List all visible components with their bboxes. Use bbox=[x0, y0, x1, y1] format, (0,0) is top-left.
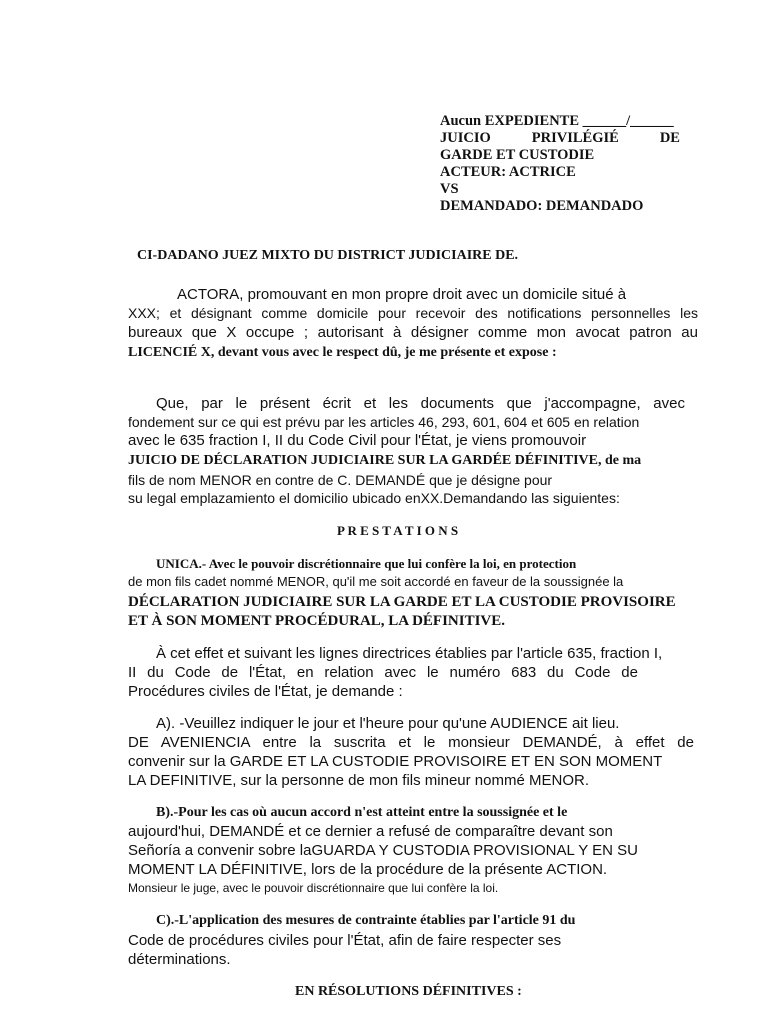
unica-line-4: ET À SON MOMENT PROCÉDURAL, LA DÉFINITIVE. bbox=[128, 613, 505, 629]
body-line-2: fondement sur ce qui est prévu par les articles 46, 293, 601, 604 et 605 en relation bbox=[128, 414, 640, 430]
header-line-5: VS bbox=[440, 181, 459, 197]
point-a-line-2: DE AVENIENCIA entre la suscrita et le monsieur DEMANDÉ, à effet de bbox=[128, 734, 694, 751]
expediente-label: EXPEDIENTE ______/______ bbox=[484, 113, 674, 129]
body-line-3: avec le 635 fraction I, II du Code Civil pour l'État, je viens promouvoir bbox=[128, 432, 587, 449]
juicio-word-3: DE bbox=[659, 130, 680, 146]
addressee: CI-DADANO JUEZ MIXTO DU DISTRICT JUDICIAIRE DE. bbox=[137, 248, 519, 263]
point-b-line-4: MOMENT LA DÉFINITIVE, lors de la procédure de la présente ACTION. bbox=[128, 861, 608, 878]
point-c-line-2: Code de procédures civiles pour l'État, afin de faire respecter ses bbox=[128, 932, 562, 949]
unica-line-3: DÉCLARATION JUDICIAIRE SUR LA GARDE ET LA CUSTODIE PROVISOIRE bbox=[128, 594, 676, 610]
point-c-line-3: déterminations. bbox=[128, 951, 231, 968]
body-line-5: fils de nom MENOR en contre de C. DEMANDÉ que je désigne pour bbox=[128, 472, 553, 488]
header-line-3: GARDE ET CUSTODIE bbox=[440, 147, 595, 163]
point-a-line-3: convenir sur la GARDE ET LA CUSTODIE PROVISOIRE ET EN SON MOMENT bbox=[128, 753, 663, 770]
intro-line-3: bureaux que X occupe ; autorisant à désigner comme mon avocat patron au bbox=[128, 324, 698, 341]
header-line-4: ACTEUR: ACTRICE bbox=[440, 164, 576, 180]
point-b-line-1: B).-Pour les cas où aucun accord n'est atteint entre la soussignée et le bbox=[156, 805, 568, 820]
case-header bbox=[440, 113, 680, 215]
expediente-prefix: Aucun bbox=[440, 113, 482, 129]
point-a-line-4: LA DEFINITIVE, sur la personne de mon fils mineur nommé MENOR. bbox=[128, 772, 589, 789]
point-a-line-1: A). -Veuillez indiquer le jour et l'heure pour qu'une AUDIENCE ait lieu. bbox=[156, 715, 620, 732]
prestations-title: P R E S T A T I O N S bbox=[337, 523, 459, 538]
unica-line-1: UNICA.- Avec le pouvoir discrétionnaire que lui confère la loi, en protection bbox=[156, 556, 577, 571]
body-line-4: JUICIO DE DÉCLARATION JUDICIAIRE SUR LA GARDÉE DÉFINITIVE, de ma bbox=[128, 453, 642, 468]
effet-line-2: II du Code de l'État, en relation avec le numéro 683 du Code de bbox=[128, 664, 638, 681]
point-b-line-5: Monsieur le juge, avec le pouvoir discrétionnaire que lui confère la loi. bbox=[128, 881, 499, 895]
expediente-line bbox=[440, 113, 680, 130]
effet-line-3: Procédures civiles de l'État, je demande : bbox=[128, 683, 403, 700]
body-line-6: su legal emplazamiento el domicilio ubicado enXX.Demandando las siguientes: bbox=[128, 490, 620, 506]
point-b-line-2: aujourd'hui, DEMANDÉ et ce dernier a refusé de comparaître devant son bbox=[128, 823, 613, 840]
body-line-1: Que, par le présent écrit et les documents que j'accompagne, avec bbox=[156, 395, 685, 412]
header-line-6: DEMANDADO: DEMANDADO bbox=[440, 198, 644, 214]
unica-line-2: de mon fils cadet nommé MENOR, qu'il me soit accordé en faveur de la soussignée la bbox=[128, 574, 624, 589]
juicio-line bbox=[440, 130, 680, 147]
intro-line-4: LICENCIÉ X, devant vous avec le respect dû, je me présente et expose : bbox=[128, 345, 557, 360]
juicio-word-1: JUICIO bbox=[440, 130, 491, 146]
effet-line-1: À cet effet et suivant les lignes directrices établies par l'article 635, fraction I, bbox=[156, 645, 663, 662]
resolutions-title: EN RÉSOLUTIONS DÉFINITIVES : bbox=[295, 984, 522, 999]
intro-line-2: XXX; et désignant comme domicile pour recevoir des notifications personnelles les bbox=[128, 305, 698, 321]
juicio-word-2: PRIVILÉGIÉ bbox=[531, 130, 619, 146]
point-b-line-3: Señoría a convenir sobre laGUARDA Y CUSTODIA PROVISIONAL Y EN SU bbox=[128, 842, 638, 859]
point-c-line-1: C).-L'application des mesures de contrainte établies par l'article 91 du bbox=[156, 913, 576, 928]
intro-line-1: ACTORA, promouvant en mon propre droit avec un domicile situé à bbox=[177, 286, 627, 303]
